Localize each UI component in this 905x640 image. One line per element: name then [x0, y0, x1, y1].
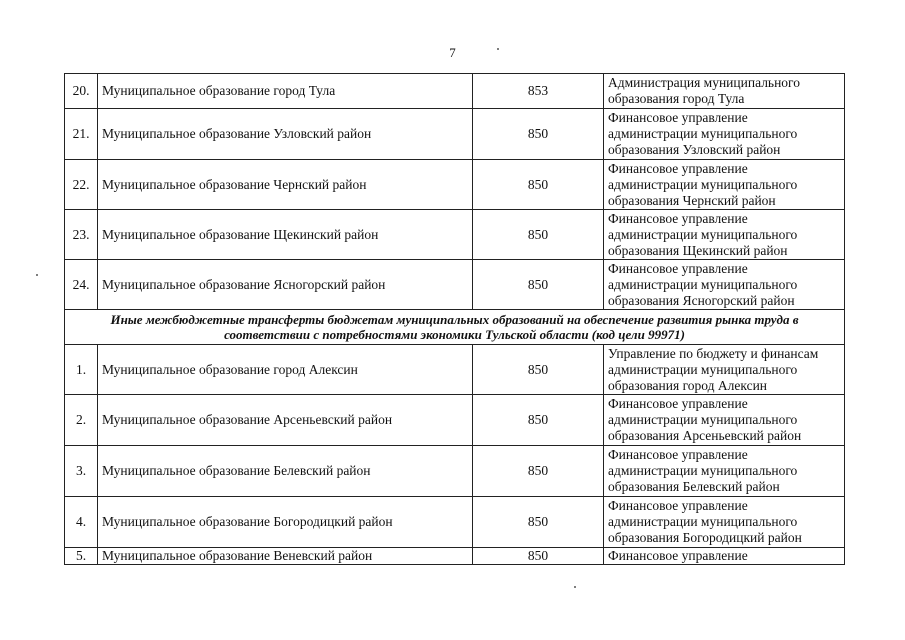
section-heading	[65, 310, 845, 345]
administrator-name	[604, 395, 845, 446]
scan-speck	[36, 274, 38, 276]
municipality-name: Муниципальное образование Богородицкий район	[98, 497, 473, 548]
administrator-name	[604, 345, 845, 395]
budget-code: 850	[473, 109, 604, 160]
administrator-name	[604, 210, 845, 260]
administrator-name	[604, 497, 845, 548]
administrator-line: образования Щекинский район	[608, 242, 788, 258]
administrator-line: образования город Алексин	[608, 377, 768, 393]
budget-code: 850	[473, 345, 604, 395]
budget-code: 850	[473, 548, 604, 565]
row-number: 2.	[65, 395, 98, 446]
administrator-line: администрации муниципального	[608, 176, 798, 192]
administrator-line: Администрация муниципального	[608, 75, 801, 90]
budget-code: 850	[473, 497, 604, 548]
budget-code: 853	[473, 74, 604, 109]
row-number: 21.	[65, 109, 98, 160]
administrator-line: образования Ясногорский район	[608, 292, 795, 308]
administrator-line: администрации муниципального	[608, 126, 798, 141]
administrator-line: администрации муниципального	[608, 361, 798, 377]
table-row	[65, 160, 845, 210]
budget-code: 850	[473, 210, 604, 260]
municipality-name: Муниципальное образование Веневский район	[98, 548, 473, 565]
row-number: 22.	[65, 160, 98, 210]
administrator-line: администрации муниципального	[608, 276, 798, 292]
row-number: 5.	[65, 548, 98, 565]
administrator-line: Финансовое управление	[608, 160, 748, 176]
administrator-line: Финансовое управление	[608, 498, 748, 513]
municipality-name: Муниципальное образование Чернский район	[98, 160, 473, 210]
administrator-line: Финансовое управление	[608, 110, 748, 125]
administrator-name	[604, 260, 845, 310]
administrator-line: образования Богородицкий район	[608, 530, 802, 545]
row-number: 20.	[65, 74, 98, 109]
row-number: 4.	[65, 497, 98, 548]
section-heading-row	[65, 310, 845, 345]
administrator-line: Управление по бюджету и финансам	[608, 345, 819, 361]
administrator-line: образования Чернский район	[608, 192, 776, 208]
administrator-name	[604, 548, 845, 565]
administrator-line: Финансовое управление	[608, 548, 748, 563]
scan-speck	[497, 48, 499, 50]
administrator-line: Финансовое управление	[608, 396, 748, 411]
municipality-name: Муниципальное образование Ясногорский район	[98, 260, 473, 310]
row-number: 1.	[65, 345, 98, 395]
budget-code: 850	[473, 160, 604, 210]
table-row	[65, 109, 845, 160]
municipality-name: Муниципальное образование Белевский район	[98, 446, 473, 497]
administrator-name	[604, 109, 845, 160]
administrator-line: образования Белевский район	[608, 479, 780, 494]
table-row	[65, 446, 845, 497]
table-row	[65, 210, 845, 260]
budget-code: 850	[473, 260, 604, 310]
administrator-line: образования город Тула	[608, 91, 745, 106]
municipality-name: Муниципальное образование город Алексин	[98, 345, 473, 395]
page-number: 7	[449, 45, 456, 60]
scan-speck	[574, 586, 576, 588]
administrator-line: Финансовое управление	[608, 260, 748, 276]
administrator-line: администрации муниципального	[608, 514, 798, 529]
administrator-line: администрации муниципального	[608, 226, 798, 242]
administrator-line: администрации муниципального	[608, 463, 798, 478]
table-row	[65, 345, 845, 395]
municipality-name: Муниципальное образование Узловский район	[98, 109, 473, 160]
municipality-name: Муниципальное образование Щекинский район	[98, 210, 473, 260]
section-heading-line: соответствии с потребностями экономики Тульской области (код цели 99971)	[224, 327, 685, 342]
budget-code: 850	[473, 395, 604, 446]
row-number: 23.	[65, 210, 98, 260]
municipality-name: Муниципальное образование город Тула	[98, 74, 473, 109]
administrator-line: образования Узловский район	[608, 142, 781, 157]
administrator-line: Финансовое управление	[608, 210, 748, 226]
budget-code: 850	[473, 446, 604, 497]
administrator-line: Финансовое управление	[608, 447, 748, 462]
table-row	[65, 260, 845, 310]
table-row	[65, 497, 845, 548]
administrator-line: администрации муниципального	[608, 412, 798, 427]
municipality-name: Муниципальное образование Арсеньевский район	[98, 395, 473, 446]
row-number: 3.	[65, 446, 98, 497]
table-row	[65, 548, 845, 565]
table-row	[65, 74, 845, 109]
administrator-name	[604, 74, 845, 109]
row-number: 24.	[65, 260, 98, 310]
administrator-line: образования Арсеньевский район	[608, 428, 802, 443]
transfers-table	[64, 73, 845, 565]
table-row	[65, 395, 845, 446]
section-heading-line: Иные межбюджетные трансферты бюджетам муниципальных образований на обеспечение развития рынка труда в	[110, 312, 799, 327]
administrator-name	[604, 160, 845, 210]
administrator-name	[604, 446, 845, 497]
